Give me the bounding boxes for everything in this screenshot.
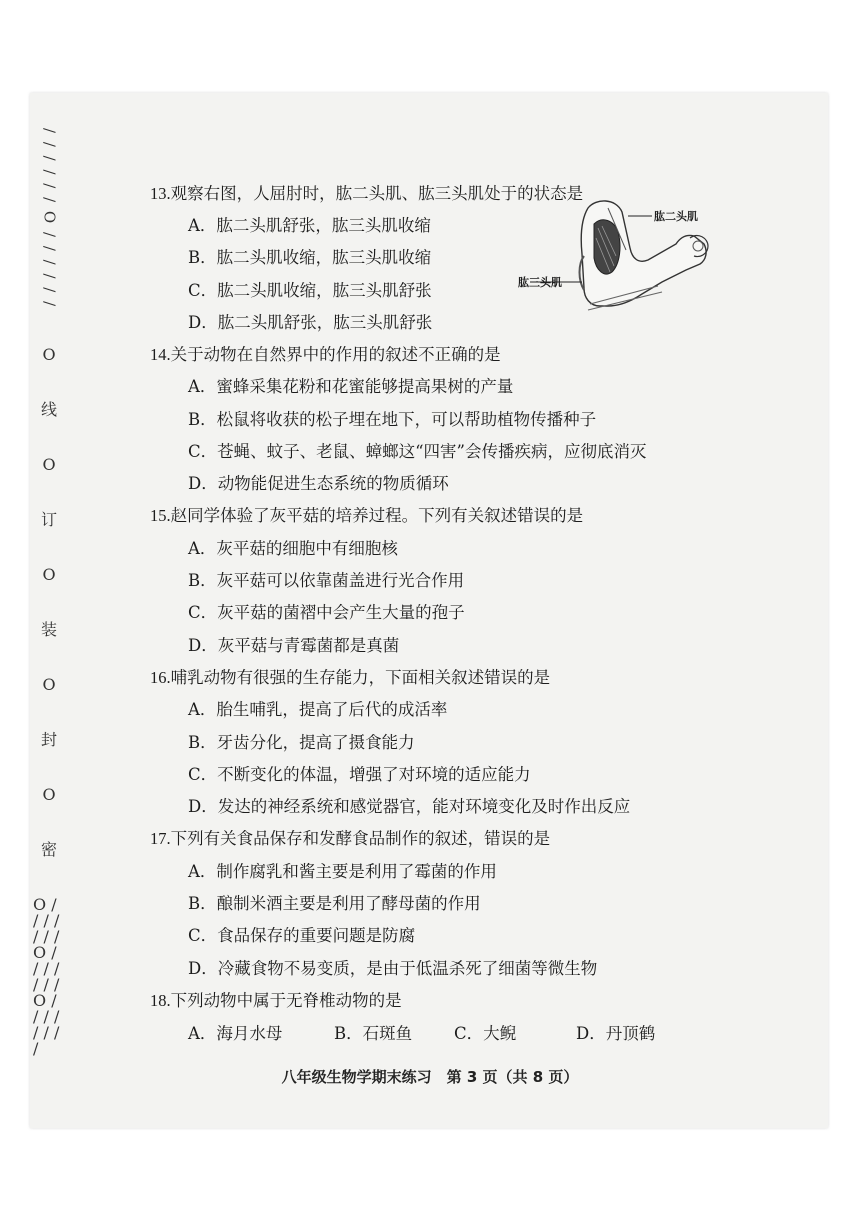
binding-label-feng: 封 (40, 730, 57, 750)
question-15-stem: 15.赵同学体验了灰平菇的培养过程。下列有关叙述错误的是 (150, 506, 584, 525)
question-14-option-c[interactable]: C．苍蝇、蚊子、老鼠、蟑螂这“四害”会传播疾病，应彻底消灭 (188, 442, 647, 461)
question-14-option-d[interactable]: D．动物能促进生态系统的物质循环 (188, 474, 449, 493)
arm-muscle-figure (518, 194, 720, 342)
question-16-stem: 16.哺乳动物有很强的生存能力，下面相关叙述错误的是 (150, 668, 551, 687)
question-15-option-d[interactable]: D．灰平菇与青霉菌都是真菌 (188, 636, 400, 655)
question-16-option-c[interactable]: C．不断变化的体温，增强了对环境的适应能力 (188, 765, 531, 784)
question-14-stem: 14.关于动物在自然界中的作用的叙述不正确的是 (150, 345, 501, 364)
binding-label-zhuang: 装 (40, 620, 57, 640)
question-15-option-c[interactable]: C．灰平菇的菌褶中会产生大量的孢子 (188, 603, 465, 622)
question-13-stem: 13.观察右图，人屈肘时，肱二头肌、肱三头肌处于的状态是 (150, 184, 584, 203)
question-13-option-b[interactable]: B．肱二头肌收缩，肱三头肌收缩 (188, 248, 432, 267)
question-13-option-c[interactable]: C．肱二头肌收缩，肱三头肌舒张 (188, 281, 432, 300)
question-17-stem: 17.下列有关食品保存和发酵食品制作的叙述，错误的是 (150, 829, 551, 848)
binding-label-mi: 密 (40, 840, 57, 860)
binding-circle: O / / / / / / / O / / / / / / / O / / / / / / / / (33, 895, 60, 1058)
question-17-option-a[interactable]: A．制作腐乳和酱主要是利用了霉菌的作用 (188, 862, 497, 881)
page-footer: 八年级生物学期末练习 第 3 页（共 8 页） (281, 1068, 579, 1086)
binding-circle: O (42, 565, 56, 585)
question-17-option-b[interactable]: B．酿制米酒主要是利用了酵母菌的作用 (188, 894, 481, 913)
question-14-option-b[interactable]: B．松鼠将收获的松子埋在地下，可以帮助植物传播种子 (188, 410, 597, 429)
question-18-option-d[interactable]: D．丹顶鹤 (576, 1024, 656, 1043)
binding-circle: O (42, 455, 56, 475)
binding-slashes-top: / / / / / / O / / / / / / (40, 128, 59, 309)
binding-strip (33, 128, 65, 1096)
question-13-option-d[interactable]: D．肱二头肌舒张，肱三头肌舒张 (188, 313, 433, 332)
question-16-option-d[interactable]: D．发达的神经系统和感觉器官，能对环境变化及时作出反应 (188, 797, 631, 816)
label-triceps: 肱三头肌 (518, 276, 562, 289)
question-18-option-c[interactable]: C．大鲵 (454, 1024, 517, 1043)
binding-label-ding: 订 (40, 510, 57, 530)
label-biceps: 肱二头肌 (654, 210, 698, 223)
binding-circle: O (42, 345, 56, 365)
question-15-option-b[interactable]: B．灰平菇可以依靠菌盖进行光合作用 (188, 571, 465, 590)
question-15-option-a[interactable]: A．灰平菇的细胞中有细胞核 (188, 539, 398, 558)
question-14-option-a[interactable]: A．蜜蜂采集花粉和花蜜能够提高果树的产量 (188, 377, 514, 396)
question-18-option-b[interactable]: B．石斑鱼 (334, 1024, 413, 1043)
question-17-option-c[interactable]: C．食品保存的重要问题是防腐 (188, 926, 416, 945)
binding-label-xian: 线 (40, 400, 57, 420)
question-13-option-a[interactable]: A．肱二头肌舒张，肱三头肌收缩 (188, 216, 431, 235)
binding-circle: O (42, 675, 56, 695)
question-16-option-a[interactable]: A．胎生哺乳，提高了后代的成活率 (188, 700, 448, 719)
binding-circle: O (42, 785, 56, 805)
question-18-stem: 18.下列动物中属于无脊椎动物的是 (150, 991, 402, 1010)
question-16-option-b[interactable]: B．牙齿分化，提高了摄食能力 (188, 733, 415, 752)
question-17-option-d[interactable]: D．冷藏食物不易变质，是由于低温杀死了细菌等微生物 (188, 959, 598, 978)
question-18-option-a[interactable]: A．海月水母 (188, 1024, 283, 1043)
